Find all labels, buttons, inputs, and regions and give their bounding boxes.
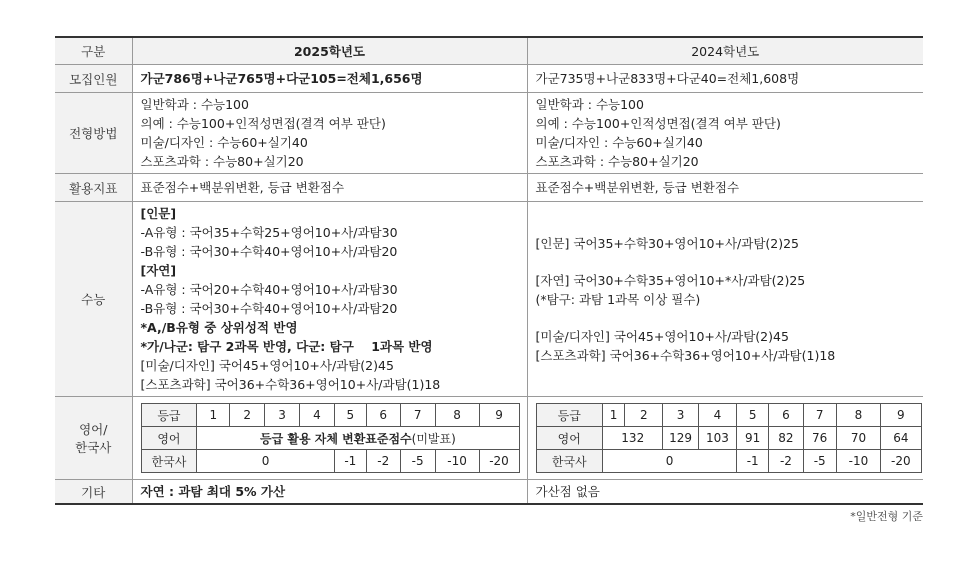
suneung-2025-line: -A유형 : 국어35+수학25+영어10+사/과탐30 xyxy=(140,225,398,240)
history-cell: -20 xyxy=(881,450,921,473)
grade-label: 등급 xyxy=(536,404,603,427)
grade-cell: 9 xyxy=(881,404,921,427)
admission-comparison xyxy=(55,36,923,523)
suneung-2024-line: [자연] 국어30+수학35+영어10+*사/과탐(2)25 xyxy=(535,272,806,288)
etc-row xyxy=(55,480,923,505)
english-score-row xyxy=(536,427,921,450)
grade-header-row xyxy=(141,404,519,427)
english-score-cell: 64 xyxy=(881,427,921,450)
history-cell: -20 xyxy=(479,450,519,473)
method-row xyxy=(55,93,923,174)
grade-cell: 6 xyxy=(769,404,803,427)
english-score-cell: 82 xyxy=(769,427,803,450)
english-score-cell: 129 xyxy=(663,427,698,450)
etc-2025: 자연 : 과탐 최대 5% 가산 xyxy=(132,480,527,505)
english-label-line2: 한국사 xyxy=(75,440,112,455)
suneung-2025-line: [자연] xyxy=(140,263,177,278)
suneung-2025-line: *A,/B유형 중 상위성적 반영 xyxy=(140,320,298,335)
footnote: *일반전형 기준 xyxy=(850,510,923,523)
comparison-table xyxy=(55,36,923,505)
english-row-label: 영어 xyxy=(141,427,197,450)
method-2025-line: 의예 : 수능100+인적성면접(결격 여부 판단) xyxy=(140,116,386,131)
index-row xyxy=(55,174,923,202)
etc-label: 기타 xyxy=(55,480,132,505)
grade-cell: 7 xyxy=(803,404,836,427)
english-label xyxy=(55,397,132,480)
grade-cell: 6 xyxy=(366,404,400,427)
spacer xyxy=(536,253,916,271)
method-2024-line: 미술/디자인 : 수능60+실기40 xyxy=(535,135,703,150)
suneung-2025-line: *가/나군: 탐구 2과목 반영, 다군: 탐구 1과목 반영 xyxy=(140,339,433,354)
english-label-line1: 영어/ xyxy=(79,422,108,437)
grade-cell: 1 xyxy=(603,404,625,427)
method-2024 xyxy=(527,93,923,174)
suneung-2024-line: (*탐구: 과탐 1과목 이상 필수) xyxy=(535,291,701,307)
suneung-label: 수능 xyxy=(55,202,132,397)
english-score-cell: 91 xyxy=(737,427,769,450)
suneung-2024-line: [미술/디자인] 국어45+영어10+사/과탐(2)45 xyxy=(535,328,789,344)
history-zero-cell: 0 xyxy=(603,450,737,473)
index-2024: 표준점수+백분위변환, 등급 변환점수 xyxy=(527,174,923,202)
grade-cell: 3 xyxy=(663,404,698,427)
suneung-row xyxy=(55,202,923,397)
history-row-label: 한국사 xyxy=(141,450,197,473)
history-zero-cell: 0 xyxy=(197,450,335,473)
english-conversion-note xyxy=(197,427,519,450)
suneung-2024-line: [인문] 국어35+수학30+영어10+사/과탐(2)25 xyxy=(535,235,800,251)
history-cell: -10 xyxy=(836,450,880,473)
grade-cell: 8 xyxy=(836,404,880,427)
index-2025: 표준점수+백분위변환, 등급 변환점수 xyxy=(132,174,527,202)
suneung-2024-line: [스포츠과학] 국어36+수학36+영어10+사/과탐(1)18 xyxy=(535,347,836,363)
grade-cell: 1 xyxy=(197,404,230,427)
method-2024-line: 일반학과 : 수능100 xyxy=(535,97,644,112)
suneung-2025-line: -B유형 : 국어30+수학40+영어10+사/과탐20 xyxy=(140,244,398,259)
header-category: 구분 xyxy=(55,37,132,65)
recruit-2025: 가군786명+나군765명+다군105=전체1,656명 xyxy=(132,65,527,93)
spacer xyxy=(536,309,916,327)
method-label: 전형방법 xyxy=(55,93,132,174)
grade-cell: 2 xyxy=(230,404,265,427)
suneung-2025-line: [미술/디자인] 국어45+영어10+사/과탐(2)45 xyxy=(140,358,394,373)
grade-cell: 7 xyxy=(400,404,435,427)
english-score-row xyxy=(141,427,519,450)
grade-cell: 8 xyxy=(435,404,479,427)
grade-cell: 5 xyxy=(737,404,769,427)
suneung-2024 xyxy=(527,202,923,397)
history-score-row xyxy=(536,450,921,473)
history-cell: -5 xyxy=(400,450,435,473)
english-conversion-text: 등급 활용 자체 변환표준점수 xyxy=(260,431,412,446)
grade-label: 등급 xyxy=(141,404,197,427)
history-row-label: 한국사 xyxy=(536,450,603,473)
header-row xyxy=(55,37,923,65)
grade-cell: 4 xyxy=(698,404,736,427)
history-cell: -2 xyxy=(769,450,803,473)
suneung-2025-line: [인문] xyxy=(140,206,177,221)
grade-table-2025 xyxy=(141,403,520,473)
recruit-2024: 가군735명+나군833명+다군40=전체1,608명 xyxy=(527,65,923,93)
header-2025: 2025학년도 xyxy=(132,37,527,65)
suneung-2025-line: [스포츠과학] 국어36+수학36+영어10+사/과탐(1)18 xyxy=(140,377,441,392)
english-score-cell: 70 xyxy=(836,427,880,450)
english-score-cell: 103 xyxy=(698,427,736,450)
grade-cell: 9 xyxy=(479,404,519,427)
english-score-cell: 132 xyxy=(603,427,663,450)
suneung-2025-line: -B유형 : 국어30+수학40+영어10+사/과탐20 xyxy=(140,301,398,316)
history-cell: -1 xyxy=(737,450,769,473)
english-2024 xyxy=(527,397,923,480)
recruit-label: 모집인원 xyxy=(55,65,132,93)
english-conversion-suffix: (미발표) xyxy=(411,431,456,446)
method-2024-line: 스포츠과학 : 수능80+실기20 xyxy=(535,154,699,169)
grade-cell: 4 xyxy=(299,404,334,427)
grade-cell: 3 xyxy=(265,404,300,427)
index-label: 활용지표 xyxy=(55,174,132,202)
method-2024-line: 의예 : 수능100+인적성면접(결격 여부 판단) xyxy=(535,116,781,131)
suneung-2025-line: -A유형 : 국어20+수학40+영어10+사/과탐30 xyxy=(140,282,398,297)
english-2025 xyxy=(132,397,527,480)
recruit-row xyxy=(55,65,923,93)
etc-2024: 가산점 없음 xyxy=(527,480,923,505)
header-2024: 2024학년도 xyxy=(527,37,923,65)
method-2025 xyxy=(132,93,527,174)
grade-cell: 2 xyxy=(625,404,663,427)
history-score-row xyxy=(141,450,519,473)
method-2025-line: 스포츠과학 : 수능80+실기20 xyxy=(140,154,304,169)
history-cell: -10 xyxy=(435,450,479,473)
history-cell: -5 xyxy=(803,450,836,473)
history-cell: -1 xyxy=(334,450,366,473)
grade-cell: 5 xyxy=(334,404,366,427)
grade-header-row xyxy=(536,404,921,427)
method-2025-line: 일반학과 : 수능100 xyxy=(140,97,249,112)
suneung-2025 xyxy=(132,202,527,397)
history-cell: -2 xyxy=(366,450,400,473)
grade-table-2024 xyxy=(536,403,922,473)
english-row xyxy=(55,397,923,480)
method-2025-line: 미술/디자인 : 수능60+실기40 xyxy=(140,135,308,150)
english-score-cell: 76 xyxy=(803,427,836,450)
english-row-label: 영어 xyxy=(536,427,603,450)
